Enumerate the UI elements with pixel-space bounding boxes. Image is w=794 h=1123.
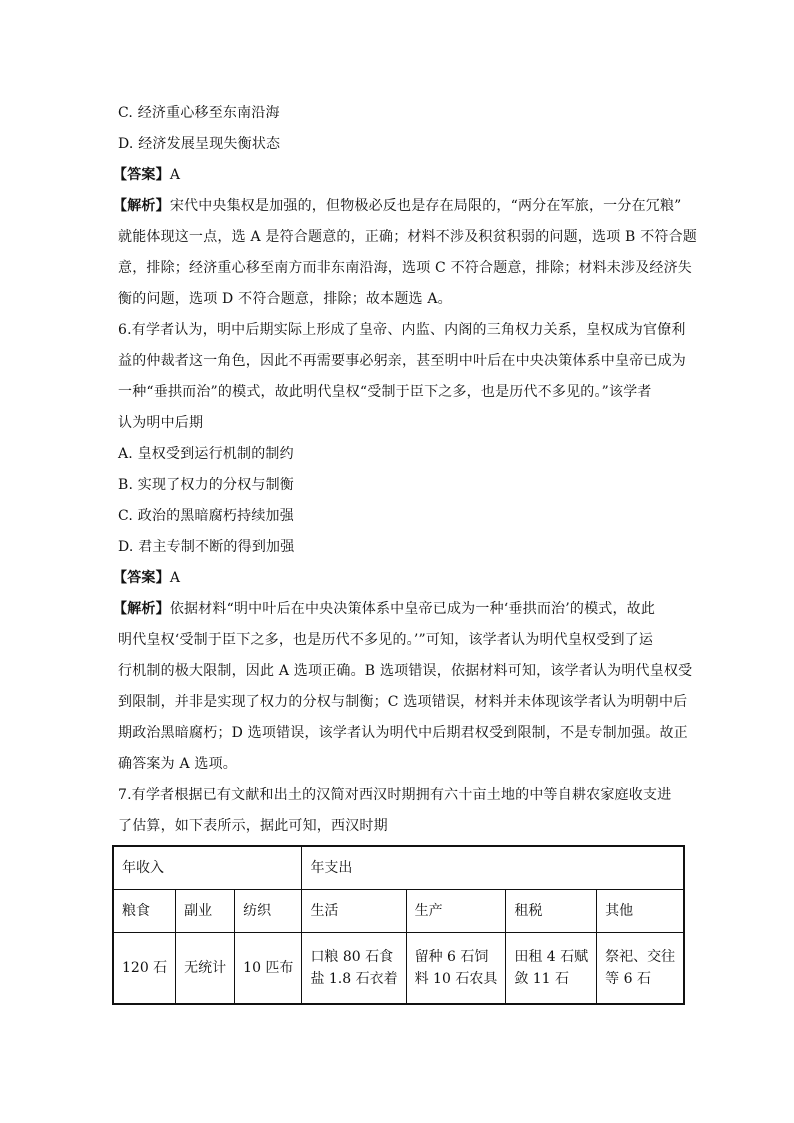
cell-living bbox=[302, 933, 406, 1005]
cell-line: 祭祀、交往 bbox=[605, 949, 676, 965]
cell-grain bbox=[113, 933, 176, 1005]
cell-line: 10 匹布 bbox=[243, 960, 294, 976]
cell-line: 无统计 bbox=[184, 960, 227, 976]
q7-stem-line-1: 7.有学者根据已有文献和出土的汉简对西汉时期拥有六十亩土地的中等自耕农家庭收支进 bbox=[118, 787, 672, 803]
cell-line: 盐 1.8 石衣着 bbox=[310, 971, 398, 987]
q5-answer bbox=[113, 165, 180, 185]
q6-analysis-line-2: 明代皇权‘受制于臣下之多，也是历代不多见的。’”可知，该学者认为明代皇权受到了运 bbox=[118, 632, 654, 648]
analysis-text: 依据材料“明中叶后在中央决策体系中皇帝已成为一种‘垂拱而治’的模式，故此 bbox=[169, 601, 656, 617]
q6-analysis-line-4: 到限制，并非是实现了权力的分权与制衡；C 选项错误，材料并未体现该学者认为明朝中后 bbox=[118, 694, 688, 710]
col-header-production: 生产 bbox=[406, 890, 506, 933]
q5-analysis-line-2: 就能体现这一点，选 A 是符合题意的，正确；材料不涉及积贫积弱的问题，选项 B 不符合题 bbox=[118, 229, 697, 245]
income-expense-table bbox=[112, 845, 685, 1005]
answer-label: 【答案】 bbox=[113, 570, 170, 586]
q6-analysis-line-5: 期政治黑暗腐朽；D 选项错误，该学者认为明代中后期君权受到限制，不是专制加强。故正 bbox=[118, 725, 688, 741]
q6-analysis-line-3: 行机制的极大限制，因此 A 选项正确。B 选项错误，依据材料可知，该学者认为明代皇权受 bbox=[118, 663, 693, 679]
income-header: 年收入 bbox=[113, 846, 302, 890]
q6-option-a: A. 皇权受到运行机制的制约 bbox=[118, 446, 294, 462]
table-row bbox=[113, 933, 684, 1005]
cell-other bbox=[597, 933, 685, 1005]
cell-line: 等 6 石 bbox=[605, 971, 651, 987]
q6-stem-line-4: 认为明中后期 bbox=[118, 415, 204, 431]
answer-value: A bbox=[169, 167, 181, 183]
cell-line: 留种 6 石饲 bbox=[414, 949, 489, 965]
analysis-label: 【解析】 bbox=[113, 601, 170, 617]
analysis-text: 宋代中央集权是加强的，但物极必反也是存在局限的，“两分在军旅，一分在冗粮” bbox=[169, 198, 682, 214]
q6-option-d: D. 君主专制不断的得到加强 bbox=[118, 539, 295, 555]
cell-line: 口粮 80 石食 bbox=[310, 949, 394, 965]
answer-value: A bbox=[169, 570, 181, 586]
answer-label: 【答案】 bbox=[113, 167, 170, 183]
table-subheader-row bbox=[113, 890, 684, 933]
q6-analysis-line-6: 确答案为 A 选项。 bbox=[118, 756, 238, 772]
col-header-taxes: 租税 bbox=[506, 890, 597, 933]
q6-analysis-line-1 bbox=[113, 599, 655, 619]
q6-answer bbox=[113, 568, 180, 588]
q5-analysis-line-1 bbox=[113, 196, 682, 216]
cell-sideline bbox=[176, 933, 235, 1005]
cell-line: 120 石 bbox=[122, 960, 168, 976]
cell-production bbox=[406, 933, 506, 1005]
analysis-label: 【解析】 bbox=[113, 198, 170, 214]
q6-stem-line-2: 益的仲裁者这一角色，因此不再需要事必躬亲，甚至明中叶后在中央决策体系中皇帝已成为 bbox=[118, 353, 686, 369]
table-header-row bbox=[113, 846, 684, 890]
q6-stem-line-3: 一种“垂拱而治”的模式，故此明代皇权“受制于臣下之多，也是历代不多见的。”该学者 bbox=[118, 384, 652, 400]
cell-taxes bbox=[506, 933, 597, 1005]
col-header-sideline: 副业 bbox=[176, 890, 235, 933]
q7-stem-line-2: 了估算，如下表所示，据此可知，西汉时期 bbox=[118, 818, 388, 834]
q5-analysis-line-3: 意，排除；经济重心移至南方而非东南沿海，选项 C 不符合题意，排除；材料未涉及经济失 bbox=[118, 260, 693, 276]
cell-textile bbox=[235, 933, 302, 1005]
col-header-textile: 纺织 bbox=[235, 890, 302, 933]
col-header-other: 其他 bbox=[597, 890, 685, 933]
col-header-grain: 粮食 bbox=[113, 890, 176, 933]
q6-option-c: C. 政治的黑暗腐朽持续加强 bbox=[118, 508, 294, 524]
col-header-living: 生活 bbox=[302, 890, 406, 933]
q5-option-d: D. 经济发展呈现失衡状态 bbox=[118, 136, 281, 152]
cell-line: 敛 11 石 bbox=[514, 971, 570, 987]
q6-stem-line-1: 6.有学者认为，明中后期实际上形成了皇帝、内监、内阁的三角权力关系，皇权成为官僚利 bbox=[118, 322, 686, 338]
cell-line: 田租 4 石赋 bbox=[514, 949, 589, 965]
q5-analysis-line-4: 衡的问题，选项 D 不符合题意，排除；故本题选 A。 bbox=[118, 291, 452, 307]
q5-option-c: C. 经济重心移至东南沿海 bbox=[118, 105, 280, 121]
expense-header: 年支出 bbox=[302, 846, 684, 890]
q6-option-b: B. 实现了权力的分权与制衡 bbox=[118, 477, 294, 493]
cell-line: 料 10 石农具 bbox=[414, 971, 498, 987]
